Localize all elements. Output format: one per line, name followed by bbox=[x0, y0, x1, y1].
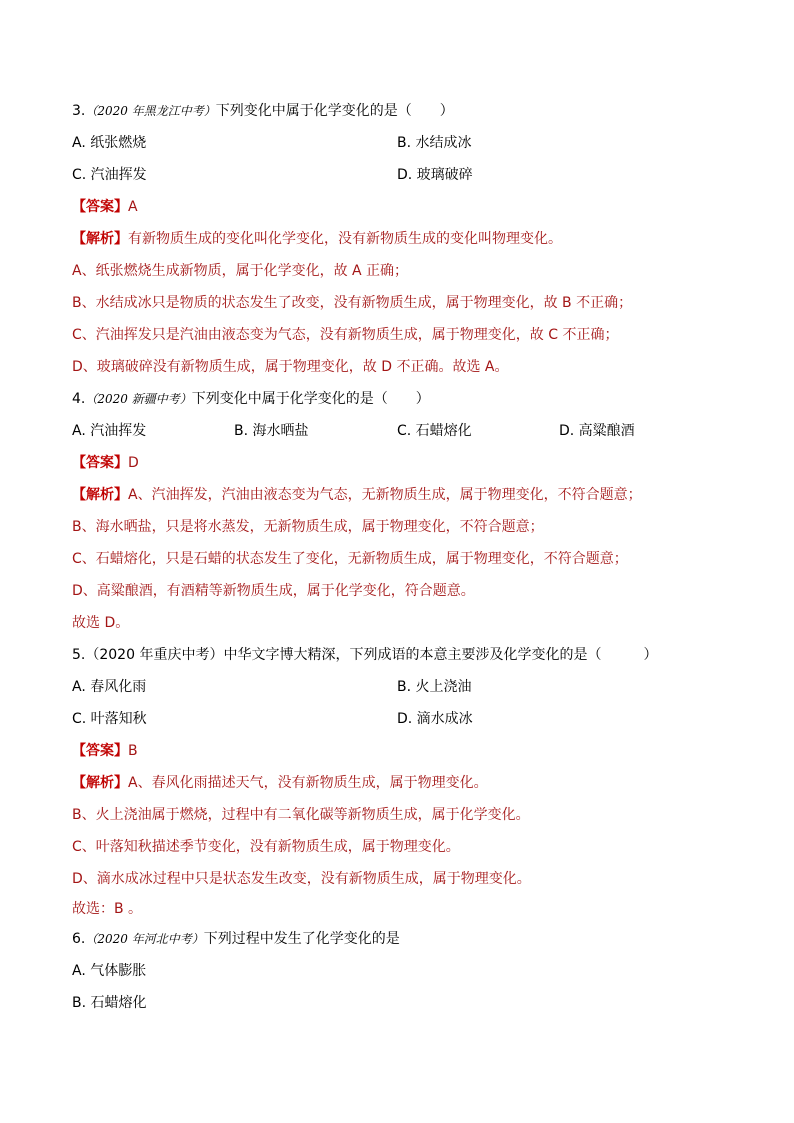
answer-line bbox=[72, 452, 139, 474]
analysis-line: B、海水晒盐，只是将水蒸发，无新物质生成，属于物理变化，不符合题意； bbox=[72, 519, 544, 535]
question-source: （2020 年河北中考） bbox=[85, 932, 204, 946]
question-5-stem bbox=[72, 644, 657, 666]
question-number: 3. bbox=[72, 103, 86, 119]
answer-label: 【答案】 bbox=[72, 455, 128, 471]
analysis-line: C、叶落知秋描述季节变化，没有新物质生成，属于物理变化。 bbox=[72, 839, 460, 855]
analysis-line bbox=[72, 484, 642, 506]
answer-value: A bbox=[128, 199, 138, 215]
answer-value: B bbox=[128, 743, 138, 759]
question-number: 5. bbox=[72, 647, 86, 663]
analysis-line bbox=[72, 228, 562, 250]
question-4-stem bbox=[72, 388, 430, 410]
analysis-line: C、石蜡熔化，只是石蜡的状态发生了变化，无新物质生成，属于物理变化，不符合题意； bbox=[72, 551, 628, 567]
option-c: C. 汽油挥发 bbox=[72, 167, 147, 183]
question-source: （2020 年黑龙江中考） bbox=[85, 104, 216, 118]
option-a: A. 春风化雨 bbox=[72, 679, 147, 695]
answer-line bbox=[72, 740, 138, 762]
analysis-line: B、水结成冰只是物质的状态发生了改变，没有新物质生成，属于物理变化，故 B 不正确； bbox=[72, 295, 633, 311]
option-b: B. 水结成冰 bbox=[397, 135, 472, 151]
analysis-line: C、汽油挥发只是汽油由液态变为气态，没有新物质生成，属于物理变化，故 C 不正确； bbox=[72, 327, 619, 343]
question-text: 下列变化中属于化学变化的是（ ） bbox=[215, 103, 454, 119]
option-d: D. 玻璃破碎 bbox=[397, 167, 473, 183]
option-b: B. 海水晒盐 bbox=[234, 423, 309, 439]
option-c: C. 石蜡熔化 bbox=[397, 423, 472, 439]
answer-line bbox=[72, 196, 138, 218]
option-a: A. 纸张燃烧 bbox=[72, 135, 147, 151]
option-d: D. 高粱酿酒 bbox=[559, 423, 635, 439]
question-number: 6. bbox=[72, 931, 86, 947]
option-c: C. 叶落知秋 bbox=[72, 711, 147, 727]
analysis-line: D、高粱酿酒，有酒精等新物质生成，属于化学变化，符合题意。 bbox=[72, 583, 475, 599]
analysis-label: 【解析】 bbox=[72, 775, 128, 791]
analysis-line: 故选 D。 bbox=[72, 615, 130, 631]
question-6-stem bbox=[72, 928, 400, 950]
analysis-line: D、滴水成冰过程中只是状态发生改变，没有新物质生成，属于物理变化。 bbox=[72, 871, 531, 887]
answer-label: 【答案】 bbox=[72, 199, 128, 215]
analysis-line: D、玻璃破碎没有新物质生成，属于物理变化，故 D 不正确。故选 A。 bbox=[72, 359, 509, 375]
question-text: 中华文字博大精深，下列成语的本意主要涉及化学变化的是（ ） bbox=[223, 647, 658, 663]
analysis-text: A、汽油挥发，汽油由液态变为气态，无新物质生成，属于物理变化，不符合题意； bbox=[128, 487, 642, 503]
question-source: （2020 年重庆中考） bbox=[85, 647, 224, 663]
analysis-label: 【解析】 bbox=[72, 231, 128, 247]
analysis-line: B、火上浇油属于燃烧，过程中有二氧化碳等新物质生成，属于化学变化。 bbox=[72, 807, 530, 823]
analysis-label: 【解析】 bbox=[72, 487, 128, 503]
question-3-stem bbox=[72, 100, 454, 122]
analysis-line: 故选：B 。 bbox=[72, 901, 143, 917]
question-number: 4. bbox=[72, 391, 86, 407]
question-text: 下列变化中属于化学变化的是（ ） bbox=[191, 391, 430, 407]
option-b: B. 石蜡熔化 bbox=[72, 995, 147, 1011]
answer-label: 【答案】 bbox=[72, 743, 128, 759]
analysis-text: 有新物质生成的变化叫化学变化，没有新物质生成的变化叫物理变化。 bbox=[128, 231, 562, 247]
option-b: B. 火上浇油 bbox=[397, 679, 472, 695]
question-source: （2020 新疆中考） bbox=[85, 392, 192, 406]
option-a: A. 汽油挥发 bbox=[72, 423, 147, 439]
analysis-line: A、纸张燃烧生成新物质，属于化学变化，故 A 正确； bbox=[72, 263, 409, 279]
answer-value: D bbox=[128, 455, 139, 471]
analysis-line bbox=[72, 772, 488, 794]
analysis-text: A、春风化雨描述天气，没有新物质生成，属于物理变化。 bbox=[128, 775, 488, 791]
option-a: A. 气体膨胀 bbox=[72, 963, 147, 979]
question-text: 下列过程中发生了化学变化的是 bbox=[203, 931, 400, 947]
option-d: D. 滴水成冰 bbox=[397, 711, 473, 727]
